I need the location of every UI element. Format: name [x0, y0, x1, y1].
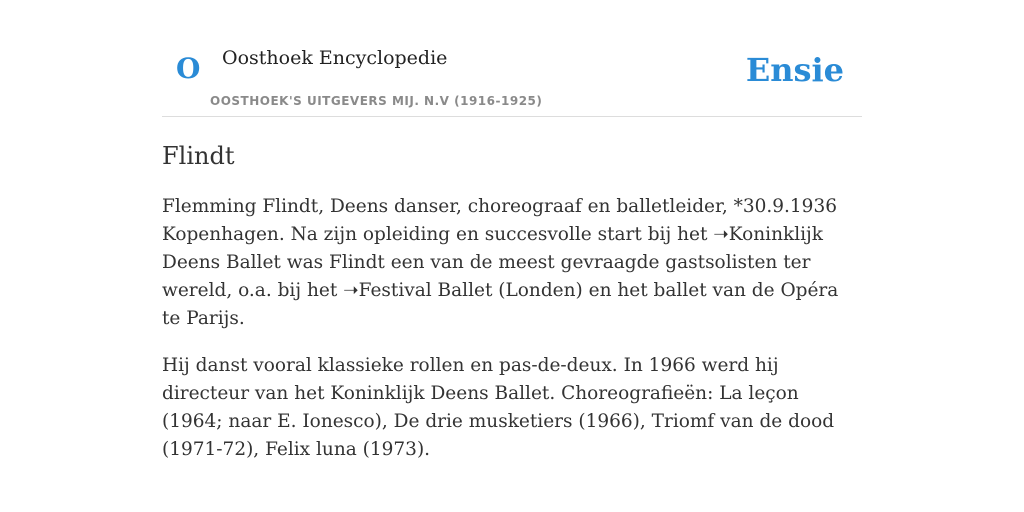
paragraph-text: Flemming Flindt, Deens danser, choreograaf en balletleider, *30.9.1936 Kopenhagen. Na zijn opleiding en succesvolle start bij het — [162, 196, 837, 245]
publisher-subtitle: OOSTHOEK'S UITGEVERS MIJ. N.V (1916-1925) — [210, 94, 543, 108]
oosthoek-logo-icon[interactable]: O — [176, 52, 201, 85]
link-festival-ballet[interactable]: ➝Festival Ballet — [343, 280, 493, 301]
site-header — [162, 0, 862, 117]
article-paragraph-2: Hij danst vooral klassieke rollen en pas-de-deux. In 1966 werd hij directeur van het Koninklijk Deens Ballet. Choreografieën: La leçon (1964; naar E. Ionesco), De drie musketiers (1966), Triomf van de dood (1971-72), Felix luna (1973). — [162, 355, 835, 460]
encyclopedia-title[interactable]: Oosthoek Encyclopedie — [222, 47, 448, 69]
article-paragraph-1 — [162, 193, 862, 333]
article-title: Flindt — [162, 142, 235, 170]
link-koninklijk-deens-ballet[interactable]: ➝Koninklijk Deens Ballet — [162, 224, 823, 273]
ensie-brand-link[interactable]: Ensie — [745, 51, 844, 89]
content-container — [162, 0, 862, 464]
article-body — [162, 193, 862, 464]
paragraph-text: was Flindt een van de meest gevraagde gastsolisten ter wereld, o.a. bij het — [162, 252, 811, 301]
paragraph-text: (Londen) en het ballet van de Opéra te Parijs. — [162, 280, 839, 329]
